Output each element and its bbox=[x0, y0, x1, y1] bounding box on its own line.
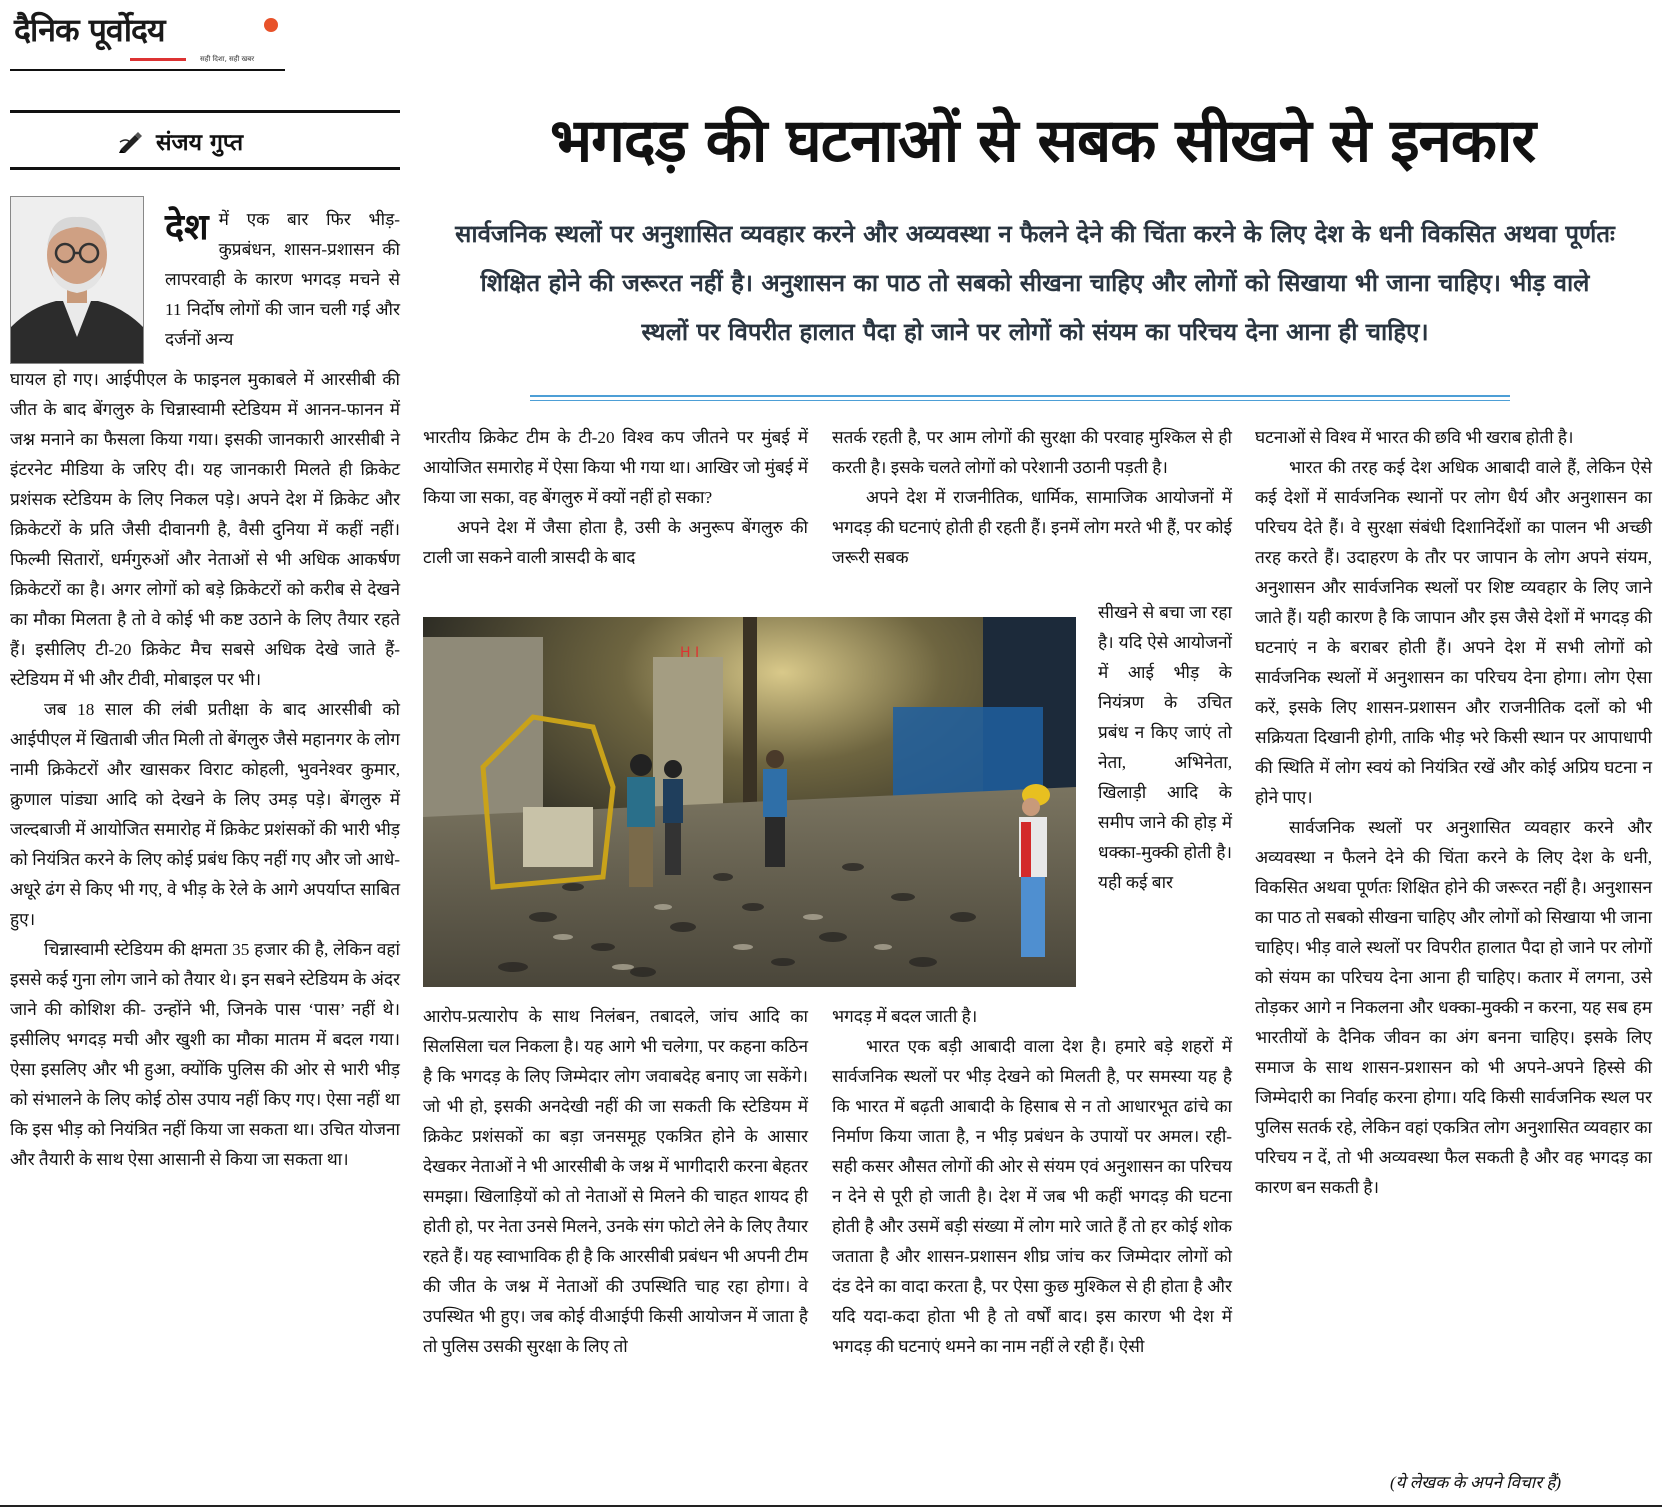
article-paragraph: अपने देश में राजनीतिक, धार्मिक, सामाजिक आयोजनों में भगदड़ की घटनाएं होती ही रहती हैं। इनमें लोग मरते भी हैं, पर कोई जरूरी सबक bbox=[832, 488, 1232, 567]
article-column-2 bbox=[423, 1002, 808, 1362]
article-column-3-wrap bbox=[1098, 598, 1232, 898]
drop-cap: देश bbox=[165, 207, 209, 248]
masthead bbox=[10, 8, 285, 70]
photo-sign-text: H I bbox=[680, 645, 700, 661]
byline bbox=[118, 125, 243, 157]
pen-icon bbox=[118, 128, 144, 154]
masthead-tagline: सही दिशा, सही खबर bbox=[200, 55, 255, 63]
article-column-2-top bbox=[423, 423, 808, 573]
author-portrait bbox=[10, 196, 144, 364]
deck-rule-thin bbox=[530, 400, 1510, 401]
article-paragraph: जब 18 साल की लंबी प्रतीक्षा के बाद आरसीबी को आईपीएल में खिताबी जीत मिली तो बेंगलुरु जैसे महानगर के लोग नामी क्रिकेटरों और खासकर विराट कोहली, भुवनेश्वर कुमार, क्रुणाल पांड्या आदि को देखने के लिए उमड़ पड़े। बेंगलुरु में जल्दबाजी में आयोजित समारोह में क्रिकेट प्रशंसकों की भारी भीड़ को नियंत्रित करने के लिए कोई प्रबंध किए नहीं गए और जो आधे-अधूरे ढंग से किए भी गए, वे भीड़ के रेले के आगे अपर्याप्त साबित हुए। bbox=[10, 700, 400, 929]
article-paragraph: घायल हो गए। आईपीएल के फाइनल मुकाबले में आरसीबी की जीत के बाद बेंगलुरु के चिन्नास्वामी स्टेडियम में आनन-फानन में जश्न मनाने का फैसला किया गया। इसकी जानकारी आरसीबी ने इंटरनेट मीडिया के जरिए दी। यह जानकारी मिलते ही क्रिकेट प्रशंसक स्टेडियम के लिए निकल पड़े। अपने देश में क्रिकेट और क्रिकेटरों के प्रति जैसी दीवानगी है, वैसी दुनिया में कहीं नहीं। फिल्मी सितारों, धर्मगुरुओं और नेताओं से भी अधिक आकर्षण क्रिकेटरों का है। अगर लोगों को बड़े क्रिकेटरों को करीब से देखने का मौका मिलता है तो वे कोई भी कष्ट उठाने के लिए तैयार रहते हैं। इसीलिए टी-20 क्रिकेट मैच सबसे अधिक देखे जाते हैं- स्टेडियम में भी और टीवी, मोबाइल पर भी। bbox=[10, 370, 400, 689]
article-column-3 bbox=[832, 1002, 1232, 1362]
masthead-rule bbox=[10, 69, 285, 71]
article-column-4 bbox=[1255, 423, 1652, 1203]
article-paragraph: सार्वजनिक स्थलों पर अनुशासित व्यवहार करने और अव्यवस्था न फैलने देने की चिंता करने के लिए देश के धनी, विकसित अथवा पूर्णतः शिक्षित होने की जरूरत नहीं है। अनुशासन का पाठ तो सबको सीखना चाहिए और लोगों को सिखाया भी जाना चाहिए। भीड़ वाले स्थलों पर विपरीत हालात पैदा हो जाने पर लोगों को संयम का परिचय देना आना ही चाहिए। कतार में लगना, उसे तोड़कर आगे न निकलना और धक्का-मुक्की न करना, यह सब हम भारतीयों के दैनिक जीवन का अंग बनना चाहिए। इसके लिए समाज के साथ शासन-प्रशासन को भी अपने-अपने हिस्से की जिम्मेदारी का निर्वाह करना होगा। यदि किसी सार्वजनिक स्थल पर पुलिस सतर्क रहे, लेकिन वहां एकत्रित लोग अनुशासित व्यवहार का परिचय न दें, तो भी अव्यवस्था फैल सकती है और वह भगदड़ का कारण बन सकती है। bbox=[1255, 818, 1652, 1197]
article-paragraph: सतर्क रहती है, पर आम लोगों की सुरक्षा की परवाह मुश्किल से ही करती है। इसके चलते लोगों को परेशानी उठानी पड़ती है। bbox=[832, 428, 1232, 477]
article-paragraph: भगदड़ में बदल जाती है। bbox=[832, 1007, 978, 1026]
masthead-logo-dot bbox=[264, 18, 278, 32]
masthead-accent-bar bbox=[130, 58, 186, 61]
article-paragraph: सीखने से बचा जा रहा है। यदि ऐसे आयोजनों में आई भीड़ के नियंत्रण के उचित प्रबंध न किए जाएं तो नेता, अभिनेता, खिलाड़ी आदि के समीप जाने की होड़ में धक्का-मुक्की होती है। यही कई बार bbox=[1098, 603, 1232, 892]
article-text: में एक बार फिर भीड़-कुप्रबंधन, शासन-प्रशासन की लापरवाही के कारण भगदड़ मचने से 11 निर्दोष लोगों की जान चली गई और दर्जनों अन्य bbox=[165, 210, 400, 349]
byline-author: संजय गुप्त bbox=[156, 130, 244, 156]
article-paragraph: अपने देश में जैसा होता है, उसी के अनुरूप बेंगलुरु की टाली जा सकने वाली त्रासदी के बाद bbox=[423, 518, 808, 567]
article-column-3-top bbox=[832, 423, 1232, 573]
article-paragraph: भारत की तरह कई देश अधिक आबादी वाले हैं, लेकिन ऐसे कई देशों में सार्वजनिक स्थानों पर लोग धैर्य और अनुशासन का परिचय देते हैं। वे सुरक्षा संबंधी दिशानिर्देशों का पालन भी अच्छी तरह करते हैं। उदाहरण के तौर पर जापान के लोग अपने संयम, अनुशासन और सार्वजनिक स्थलों पर शिष्ट व्यवहार के लिए जाने जाते हैं। यही कारण है कि जापान और इस जैसे देशों में भगदड़ की घटनाएं न के बराबर होती हैं। अपने देश में सभी लोगों को सार्वजनिक स्थलों में अनुशासन का परिचय देना होगा। लोग ऐसा करें, इसके लिए शासन-प्रशासन और राजनीतिक दलों को भी सक्रियता दिखानी होगी, ताकि भीड़ भरे किसी स्थान पर आपाधापी की स्थिति में लोग स्वयं को नियंत्रित रखें और कोई अप्रिय घटना न होने पाए। bbox=[1255, 458, 1652, 807]
deck-text: सार्वजनिक स्थलों पर अनुशासित व्यवहार करने और अव्यवस्था न फैलने देने की चिंता करने के लिए देश के धनी विकसित अथवा पूर्णतः शिक्षित होने की जरूरत नहीं है। अनुशासन का पाठ तो सबको सीखना चाहिए और लोगों को सिखाया भी जाना चाहिए। भीड़ वाले स्थलों पर विपरीत हालात पैदा हो जाने पर लोगों को संयम का परिचय देना आना ही चाहिए। bbox=[455, 220, 1615, 346]
article-paragraph: चिन्नास्वामी स्टेडियम की क्षमता 35 हजार की है, लेकिन वहां इससे कई गुना लोग जाने को तैयार थे। इन सबने स्टेडियम के अंदर जाने की कोशिश की- उन्होंने भी, जिनके पास ‘पास’ नहीं थे। इसीलिए भगदड़ मची और खुशी का मौका मातम में बदल गया। ऐसा इसलिए और भी हुआ, क्योंकि पुलिस की ओर से भारी भीड़ को संभालने के लिए कोई ठोस उपाय नहीं किए गए। ऐसा नहीं था कि इस भीड़ को नियंत्रित नहीं किया जा सकता था। उचित योजना और तैयारी के साथ ऐसा आसानी से किया जा सकता था। bbox=[10, 940, 400, 1169]
deck-rule bbox=[530, 395, 1510, 397]
article-column-1-top bbox=[165, 205, 400, 355]
byline-top-rule bbox=[10, 110, 400, 113]
author-disclaimer: (ये लेखक के अपने विचार हैं) bbox=[1390, 1473, 1562, 1492]
news-photo bbox=[423, 617, 1076, 987]
article-paragraph: आरोप-प्रत्यारोप के साथ निलंबन, तबादले, जांच आदि का सिलसिला चल निकला है। यह आगे भी चलेगा, पर कहना कठिन है कि भगदड़ के लिए जिम्मेदार लोग जवाबदेह बनाए जा सकेंगे। जो भी हो, इसकी अनदेखी नहीं की जा सकती कि स्टेडियम में क्रिकेट प्रशंसकों का बड़ा जनसमूह एकत्रित होने के आसार देखकर नेताओं ने भी आरसीबी के जश्न में भागीदारी करना बेहतर समझा। खिलाड़ियों को तो नेताओं से मिलने की चाहत शायद ही होती हो, पर नेता उनसे मिलने, उनके संग फोटो लेने के लिए तैयार रहते हैं। यह स्वाभाविक ही है कि आरसीबी प्रबंधन भी अपनी टीम की जीत के जश्न में नेताओं की उपस्थिति चाह रहा होगा। वे उपस्थित भी हुए। जब कोई वीआईपी किसी आयोजन में जाता है तो पुलिस उसकी सुरक्षा के लिए तो bbox=[423, 1007, 808, 1356]
headline: भगदड़ की घटनाओं से सबक सीखने से इनकार bbox=[549, 106, 1536, 176]
article-column-1 bbox=[10, 365, 400, 1175]
byline-bottom-rule bbox=[10, 167, 400, 170]
masthead-title: दैनिक पूर्वोदय bbox=[14, 11, 165, 49]
page-bottom-rule bbox=[0, 1505, 1662, 1507]
article-paragraph: भारत एक बड़ी आबादी वाला देश है। हमारे बड़े शहरों में सार्वजनिक स्थलों पर भीड़ देखने को मिलती है, पर समस्या यह है कि भारत में बढ़ती आबादी के हिसाब से न तो आधारभूत ढांचे का निर्माण किया जाता है, न भीड़ प्रबंधन के उपायों पर अमल। रही-सही कसर औसत लोगों की ओर से संयम एवं अनुशासन का परिचय न देने से पूरी हो जाती है। देश में जब भी कहीं भगदड़ की घटना होती है और उसमें बड़ी संख्या में लोग मारे जाते हैं तो हर कोई शोक जताता है और शासन-प्रशासन शीघ्र जांच कर जिम्मेदार लोगों को दंड देने का वादा करता है, पर ऐसा कुछ मुश्किल से ही होता है और यदि यदा-कदा होता भी है तो वर्षों बाद। इस कारण भी देश में भगदड़ की घटनाएं थमने का नाम नहीं ले रही हैं। ऐसी bbox=[832, 1037, 1232, 1356]
article-paragraph: घटनाओं से विश्व में भारत की छवि भी खराब होती है। bbox=[1255, 428, 1574, 447]
article-paragraph: भारतीय क्रिकेट टीम के टी-20 विश्व कप जीतने पर मुंबई में आयोजित समारोह में ऐसा किया भी गया था। आखिर जो मुंबई में किया जा सका, वह बेंगलुरु में क्यों नहीं हो सका? bbox=[423, 428, 808, 507]
